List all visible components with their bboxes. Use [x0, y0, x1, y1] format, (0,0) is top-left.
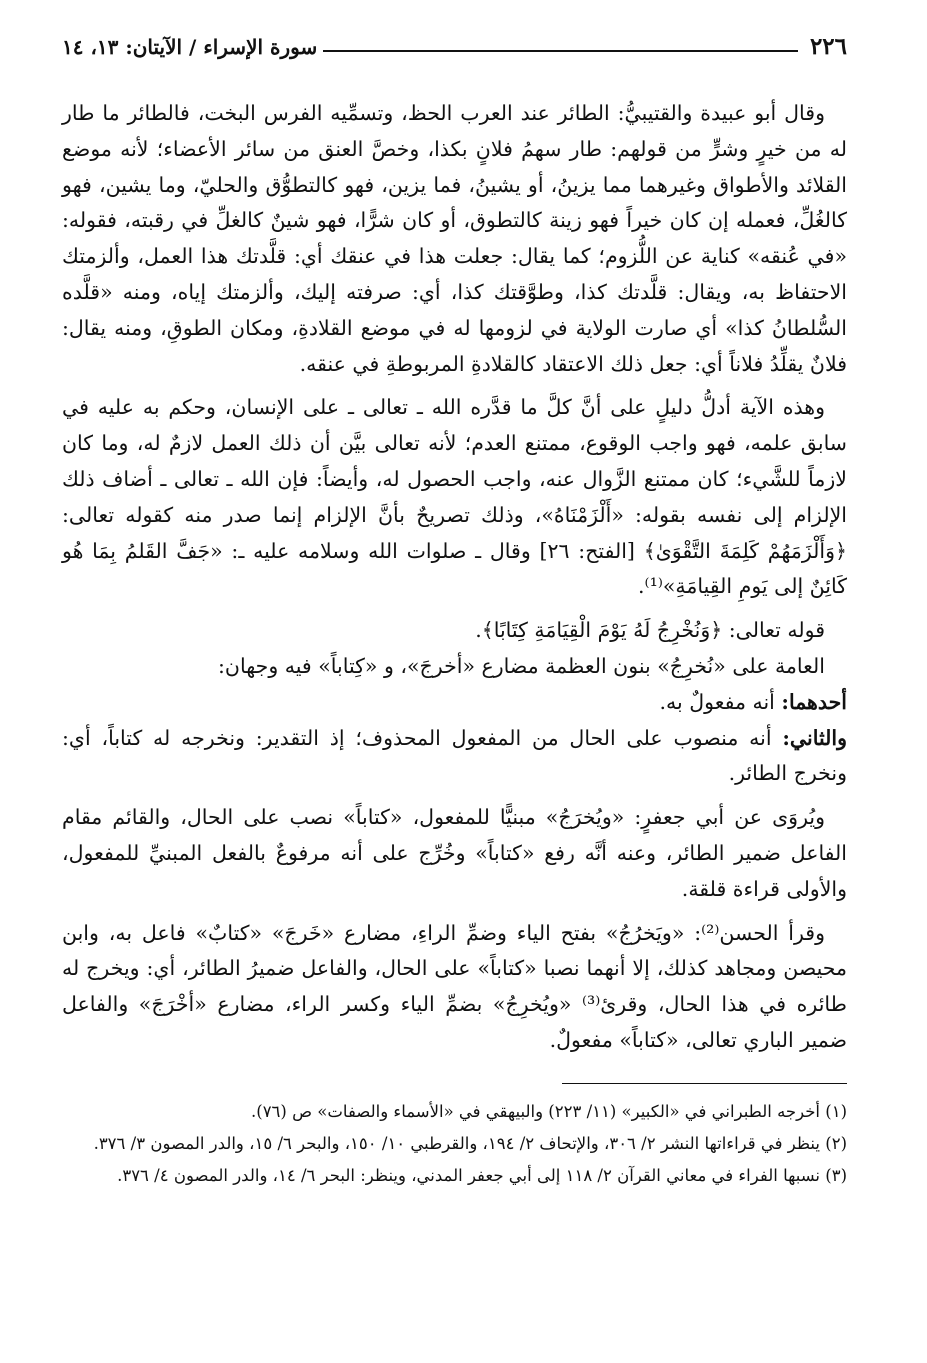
paragraph: [62, 800, 847, 907]
footnote: (٣) نسبها الفراء في معاني القرآن ٢/ ١١٨ إلى أبي جعفر المدني، وينظر: البحر ٦/ ١٤، والدر المصون ٤/ ٣٧٦.: [117, 1165, 847, 1185]
footnote: (١) أخرجه الطبراني في «الكبير» (١١/ ٢٢٣) والبيهقي في «الأسماء والصفات» ص (٧٦).: [251, 1101, 847, 1121]
header-rule: [323, 50, 798, 52]
paragraph-lead: أحدهما:: [781, 689, 847, 714]
paragraph-text: وقال أبو عبيدة والقتيبيُّ: الطائر عند العرب الحظ، وتسمِّيه الفرس البخت، فالطائر ما طار له من خيرٍ وشرٍّ من قولهم: طار سهمُ فلانٍ بكذا، وخصَّ العنق من سائر الأعضاء؛ لأنه موضع القلائد والأطواق وغيرهما مما يزينُ، أو يشينُ، فما يزين، فهو كالتطوُّق والحليّ، وما يشين، فهو كالغُلِّ، فعمله إن كان خيراً فهو زينة كالتطوق، أو كان شرًّا، فهو شينٌ كالغلِّ في رقبته، فقوله: «في عُنقه» كناية عن اللُّزوم؛ كما يقال: جعلت هذا في عنقك أي: قلَّدتك هذا العمل، وألزمتك الاحتفاظ به، ويقال: قلَّدتك كذا، وطوَّقتك كذا، أي: صرفته إليك، وألزمتك إياه، ومنه «قلَّده السُّلطانُ كذا» أي صارت الولاية في لزومها له في موضع القلادةِ، ومكان الطوقِ، ومنه يقال: فلانٌ يقلِّدُ فلاناً أي: جعل ذلك الاعتقاد كالقلادةِ المربوطةِ في عنقه.: [62, 101, 847, 376]
paragraph: [62, 613, 847, 649]
paragraph: [62, 649, 847, 685]
paragraph: [62, 916, 847, 1059]
paragraph: [62, 721, 847, 793]
footnote: (٢) ينظر في قراءاتها النشر ٢/ ٣٠٦، والإتحاف ٢/ ١٩٤، والقرطبي ١٠/ ١٥٠، والبحر ٦/ ١٥، والدر المصون ٣/ ٣٧٦.: [93, 1133, 847, 1153]
paragraph-lead: والثاني:: [782, 725, 847, 750]
footnotes: [62, 1098, 847, 1189]
paragraph-text: وقرأ الحسن⁽²⁾: «ويَخرُجُ» بفتح الياء وضمِّ الراءِ، مضارع «خَرجَ» «كتابٌ» فاعل به، وابن محيصن ومجاهد كذلك، إلا أنهما نصبا «كتاباً» على الحال، والفاعل ضميرُ الطائر، أي: ويخرج له طائره في هذا الحال، وقرئ⁽³⁾ «ويُخرِجُ» بضمِّ الياء وكسر الراء، مضارع «أخْرَجَ» والفاعل ضمير الباري تعالى، «كتاباً» مفعولٌ.: [62, 920, 847, 1052]
paragraph: [62, 390, 847, 605]
running-header: [62, 30, 847, 64]
paragraph-text: وهذه الآية أدلُّ دليلٍ على أنَّ كلَّ ما قدَّره الله ـ تعالى ـ على الإنسان، وحكم به عليه في سابق علمه، فهو واجب الوقوع، ممتنع العدم؛ لأنه تعالى بيَّن أن ذلك العمل لازمٌ له، وما كان لازماً للشَّيء؛ كان ممتنع الزَّوال عنه، واجب الحصول له، وأيضاً: فإن الله ـ تعالى ـ أضاف ذلك الإلزام إلى نفسه بقوله: «أَلْزَمْنَاهُ»، وذلك تصريحٌ بأنَّ الإلزام إنما صدر منه كقوله تعالى: ﴿وَأَلْزَمَهُمْ كَلِمَةَ التَّقْوَىٰ﴾ [الفتح: ٢٦] وقال ـ صلوات الله وسلامه عليه ـ: «جَفَّ القَلمُ بِمَا هُو كَائِنٌ إلى يَومِ القِيامَةِ»⁽¹⁾.: [62, 395, 847, 599]
paragraph-text: أنه مفعولٌ به.: [659, 689, 782, 714]
page-number: ٢٢٦: [809, 33, 847, 60]
book-page: [62, 30, 847, 1330]
footnote-separator: [562, 1083, 847, 1084]
paragraph: [62, 685, 847, 721]
paragraph-text: أنه منصوب على الحال من المفعول المحذوف؛ إذ التقدير: ونخرجه له كتاباً، أي: ونخرج الطائر.: [62, 725, 847, 786]
paragraph-text: ويُروَى عن أبي جعفرٍ: «ويُخرَجُ» مبنيًّا للمفعول، «كتاباً» نصب على الحال، والقائم مقام الفاعل ضمير الطائر، وعنه أنَّه رفع «كتاباً» وخُرِّج على أنه مرفوعٌ بالفعل المبنيِّ للمفعول، والأولى قراءة قلقة.: [62, 805, 847, 901]
paragraph-text: قوله تعالى: ﴿وَنُخْرِجُ لَهُ يَوْمَ الْقِيَامَةِ كِتَابًا﴾.: [475, 618, 825, 643]
surah-title: سورة الإسراء / الآيتان: ١٣، ١٤: [62, 35, 318, 59]
paragraph-text: العامة على «نُخرِجُ» بنون العظمة مضارع «أخرجَ»، و «كِتاباً» فيه وجهان:: [218, 653, 825, 678]
main-text: [62, 96, 847, 1059]
paragraph: [62, 96, 847, 382]
